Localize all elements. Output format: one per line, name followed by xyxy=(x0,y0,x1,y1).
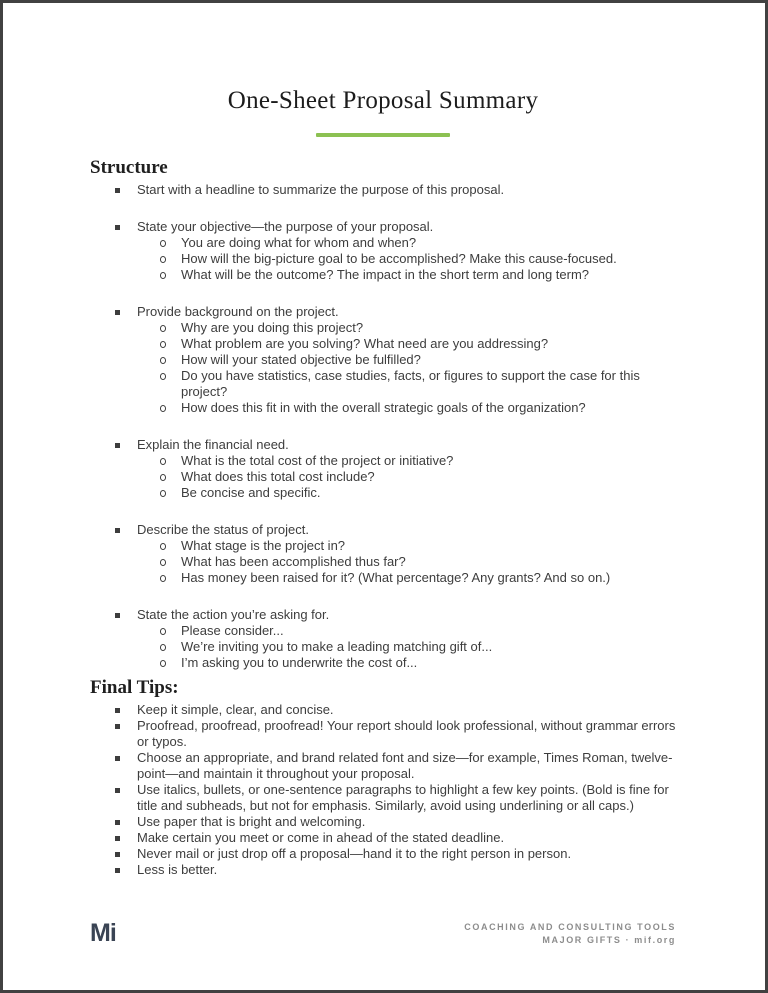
sub-bullet-text: Has money been raised for it? (What percentage? Any grants? And so on.) xyxy=(181,570,611,585)
sub-bullet-text: What will be the outcome? The impact in the short term and long term? xyxy=(181,267,590,282)
sub-bullet-text: We’re inviting you to make a leading matching gift of... xyxy=(181,639,493,654)
structure-bullet xyxy=(90,304,676,320)
structure-bullet-group xyxy=(90,219,676,283)
sub-bullet-item xyxy=(160,485,676,501)
sub-bullet-item xyxy=(160,453,676,469)
structure-bullet xyxy=(90,607,676,623)
structure-bullet xyxy=(90,182,676,198)
page-footer xyxy=(90,919,676,948)
structure-bullet-group xyxy=(90,437,676,501)
structure-heading: Structure xyxy=(90,157,168,178)
document-content xyxy=(3,86,765,878)
square-bullet-icon xyxy=(115,814,137,830)
structure-bullet-group xyxy=(90,304,676,416)
sub-bullet-item xyxy=(160,623,676,639)
circle-bullet-icon xyxy=(160,267,181,283)
bullet-text: Use paper that is bright and welcoming. xyxy=(137,814,366,829)
circle-bullet-icon xyxy=(160,469,181,485)
square-bullet-icon xyxy=(115,437,137,453)
structure-list xyxy=(90,182,676,671)
bullet-text: Never mail or just drop off a proposal—hand it to the right person in person. xyxy=(137,846,572,861)
footer-credits xyxy=(464,921,676,947)
sub-bullet-text: What has been accomplished thus far? xyxy=(181,554,406,569)
sub-bullet-item xyxy=(160,368,676,400)
mi-logo: Mi xyxy=(90,919,116,947)
final-tips-heading: Final Tips: xyxy=(90,677,179,698)
bullet-text: Proofread, proofread, proofread! Your report should look professional, without grammar errors or typos. xyxy=(137,718,676,749)
circle-bullet-icon xyxy=(160,251,181,267)
square-bullet-icon xyxy=(115,522,137,538)
structure-bullet xyxy=(90,219,676,235)
sub-bullet-item xyxy=(160,235,676,251)
circle-bullet-icon xyxy=(160,336,181,352)
page-title: One-Sheet Proposal Summary xyxy=(227,87,539,114)
bullet-text: Less is better. xyxy=(137,862,218,877)
sub-bullet-item xyxy=(160,336,676,352)
structure-bullet xyxy=(90,437,676,453)
structure-bullet xyxy=(90,522,676,538)
bullet-text: Choose an appropriate, and brand related font and size—for example, Times Roman, twelve-point—and maintain it throughout your proposal. xyxy=(137,750,673,781)
sub-bullet-text: Please consider... xyxy=(181,623,284,638)
structure-bullet-group xyxy=(90,607,676,671)
bullet-text: Start with a headline to summarize the purpose of this proposal. xyxy=(137,182,505,197)
circle-bullet-icon xyxy=(160,320,181,336)
bullet-text: Keep it simple, clear, and concise. xyxy=(137,702,334,717)
sub-bullet-item xyxy=(160,639,676,655)
circle-bullet-icon xyxy=(160,485,181,501)
structure-bullet-group xyxy=(90,522,676,586)
circle-bullet-icon xyxy=(160,235,181,251)
tip-item xyxy=(90,782,676,814)
sub-bullet-text: What is the total cost of the project or initiative? xyxy=(181,453,454,468)
sub-bullet-text: How will your stated objective be fulfilled? xyxy=(181,352,421,367)
square-bullet-icon xyxy=(115,750,137,782)
sub-bullet-text: What does this total cost include? xyxy=(181,469,375,484)
final-tips-list xyxy=(90,702,676,878)
footer-line-2: MAJOR GIFTS · mif.org xyxy=(542,934,676,945)
circle-bullet-icon xyxy=(160,352,181,368)
sub-bullet-text: How will the big-picture goal to be accomplished? Make this cause-focused. xyxy=(181,251,617,266)
sub-bullet-item xyxy=(160,400,676,416)
tip-item xyxy=(90,846,676,862)
circle-bullet-icon xyxy=(160,368,181,400)
tip-item xyxy=(90,830,676,846)
bullet-text: Make certain you meet or come in ahead of the stated deadline. xyxy=(137,830,505,845)
square-bullet-icon xyxy=(115,846,137,862)
circle-bullet-icon xyxy=(160,538,181,554)
square-bullet-icon xyxy=(115,182,137,198)
sub-bullet-item xyxy=(160,554,676,570)
circle-bullet-icon xyxy=(160,554,181,570)
circle-bullet-icon xyxy=(160,400,181,416)
sub-bullet-item xyxy=(160,538,676,554)
sub-bullet-text: Do you have statistics, case studies, facts, or figures to support the case for this project? xyxy=(181,368,640,399)
sub-bullet-item xyxy=(160,570,676,586)
sub-bullet-item xyxy=(160,267,676,283)
tip-item xyxy=(90,862,676,878)
sub-bullet-text: What stage is the project in? xyxy=(181,538,346,553)
sub-bullet-item xyxy=(160,469,676,485)
tip-item xyxy=(90,814,676,830)
square-bullet-icon xyxy=(115,782,137,814)
tip-item xyxy=(90,750,676,782)
sub-bullet-text: Why are you doing this project? xyxy=(181,320,364,335)
sub-bullet-text: How does this fit in with the overall strategic goals of the organization? xyxy=(181,400,586,415)
sub-bullet-text: You are doing what for whom and when? xyxy=(181,235,417,250)
square-bullet-icon xyxy=(115,607,137,623)
square-bullet-icon xyxy=(115,862,137,878)
tip-item xyxy=(90,718,676,750)
bullet-text: Explain the financial need. xyxy=(137,437,289,452)
square-bullet-icon xyxy=(115,702,137,718)
sub-bullet-text: Be concise and specific. xyxy=(181,485,321,500)
sub-bullet-item xyxy=(160,320,676,336)
circle-bullet-icon xyxy=(160,655,181,671)
circle-bullet-icon xyxy=(160,453,181,469)
bullet-text: Describe the status of project. xyxy=(137,522,309,537)
footer-line-1: COACHING AND CONSULTING TOOLS xyxy=(464,921,676,932)
bullet-text: Provide background on the project. xyxy=(137,304,339,319)
circle-bullet-icon xyxy=(160,623,181,639)
sub-bullet-item xyxy=(160,251,676,267)
square-bullet-icon xyxy=(115,304,137,320)
square-bullet-icon xyxy=(115,718,137,750)
bullet-text: State your objective—the purpose of your proposal. xyxy=(137,219,434,234)
sub-bullet-text: What problem are you solving? What need are you addressing? xyxy=(181,336,549,351)
structure-bullet-group xyxy=(90,182,676,198)
sub-bullet-item xyxy=(160,655,676,671)
sub-bullet-text: I’m asking you to underwrite the cost of... xyxy=(181,655,418,670)
title-accent-rule xyxy=(316,133,450,137)
circle-bullet-icon xyxy=(160,639,181,655)
tip-item xyxy=(90,702,676,718)
sub-bullet-item xyxy=(160,352,676,368)
square-bullet-icon xyxy=(115,219,137,235)
square-bullet-icon xyxy=(115,830,137,846)
circle-bullet-icon xyxy=(160,570,181,586)
bullet-text: State the action you’re asking for. xyxy=(137,607,330,622)
bullet-text: Use italics, bullets, or one-sentence paragraphs to highlight a few key points. (Bold is fine for title and subheads, but not for emphasis. Similarly, avoid using underlining or all caps.) xyxy=(137,782,669,813)
